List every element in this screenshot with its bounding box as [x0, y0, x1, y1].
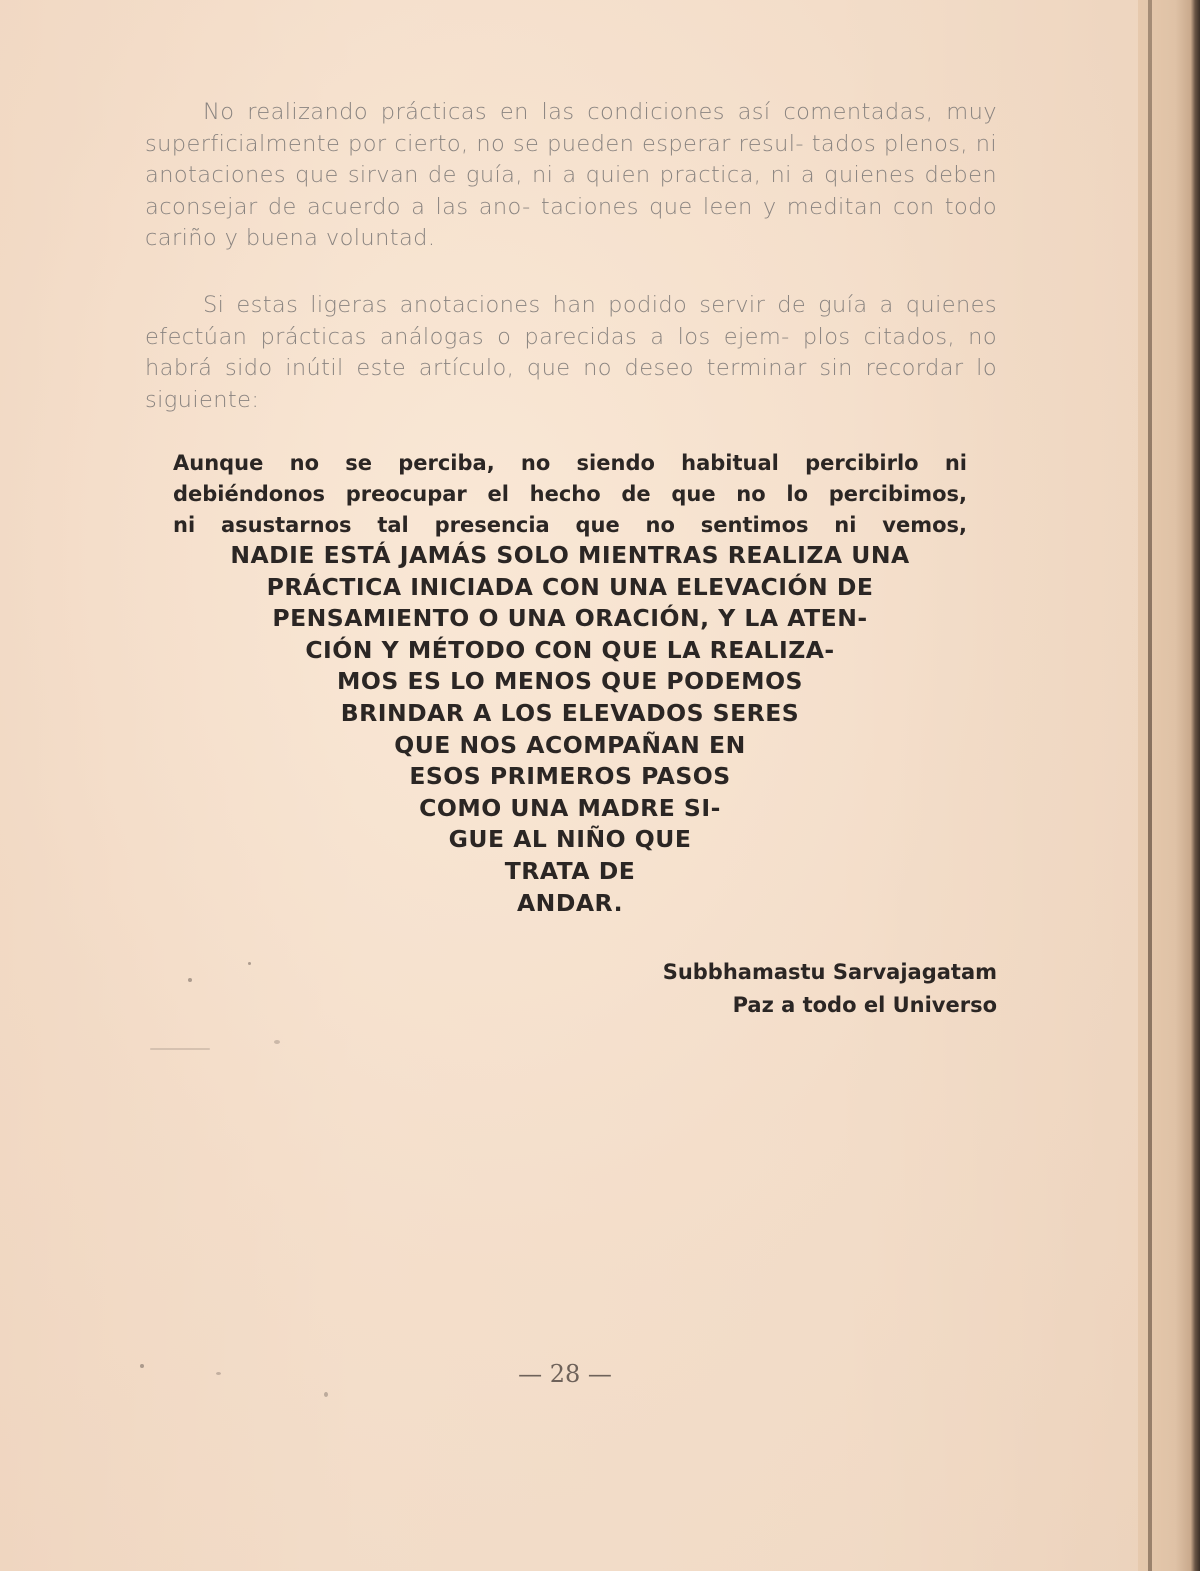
caps-line: PENSAMIENTO O UNA ORACIÓN, Y LA ATEN- [272, 604, 868, 633]
inverted-pyramid-text [160, 540, 980, 919]
scan-speck [274, 1040, 280, 1044]
bold-intro-line: Aunque no se perciba, no siendo habitual percibirlo ni [173, 451, 967, 475]
paragraph-2 [145, 290, 997, 416]
page-number: — 28 — [518, 1360, 612, 1388]
caps-line: GUE AL NIÑO QUE [448, 825, 692, 854]
paragraph-1-line: practica, ni a quienes deben aconsejar de acuerdo a las ano- [145, 162, 998, 220]
signature-line-1: Subbhamastu Sarvajagatam [662, 960, 997, 984]
bold-intro-block [173, 448, 967, 541]
caps-line: TRATA DE [504, 856, 636, 885]
caps-line: CIÓN Y MÉTODO CON QUE LA REALIZA- [305, 635, 835, 664]
caps-line: COMO UNA MADRE SI- [419, 793, 721, 822]
scan-speck [324, 1392, 328, 1397]
caps-line: MOS ES LO MENOS QUE PODEMOS [337, 667, 803, 696]
closing-signature [663, 956, 997, 1022]
signature-line-2: Paz a todo el Universo [732, 993, 997, 1017]
paragraph-1-line: muy superficialmente por cierto, no se pueden esperar resul- [145, 99, 997, 157]
caps-line: BRINDAR A LOS ELEVADOS SERES [340, 698, 800, 727]
paragraph-1-line: No realizando prácticas en las condiciones así comentadas, [203, 99, 934, 125]
scan-speck [188, 978, 192, 982]
bold-intro-line: debiéndonos preocupar el hecho de que no lo percibimos, [173, 482, 967, 506]
scan-speck [150, 1048, 210, 1050]
paragraph-2-line: terminar sin recordar lo siguiente: [145, 355, 997, 413]
caps-line: ANDAR. [516, 888, 623, 917]
scan-speck [216, 1372, 221, 1375]
paragraph-1-line: tados plenos, ni anotaciones que sirvan de guía, ni a quien [145, 130, 998, 189]
caps-line: ESOS PRIMEROS PASOS [409, 762, 731, 791]
paragraph-1 [145, 97, 997, 255]
paragraph-2-line: quienes efectúan prácticas análogas o parecidas a los ejem- [145, 292, 997, 350]
caps-line: PRÁCTICA INICIADA CON UNA ELEVACIÓN DE [266, 572, 874, 601]
caps-line: NADIE ESTÁ JAMÁS SOLO MIENTRAS REALIZA UNA [230, 541, 910, 569]
scan-speck [248, 962, 251, 965]
scan-speck [140, 1364, 144, 1368]
binding-edge [1148, 0, 1152, 1571]
paragraph-2-line: Si estas ligeras anotaciones han podido servir de guía a [203, 292, 894, 318]
bold-intro-line: ni asustarnos tal presencia que no sentimos ni vemos, [173, 513, 967, 537]
caps-line: QUE NOS ACOMPAÑAN EN [394, 730, 746, 759]
paragraph-2-line: plos citados, no habrá sido inútil este artículo, que no deseo [145, 323, 997, 382]
paragraph-1-line: taciones que leen y meditan con todo cariño y buena voluntad. [145, 193, 997, 252]
